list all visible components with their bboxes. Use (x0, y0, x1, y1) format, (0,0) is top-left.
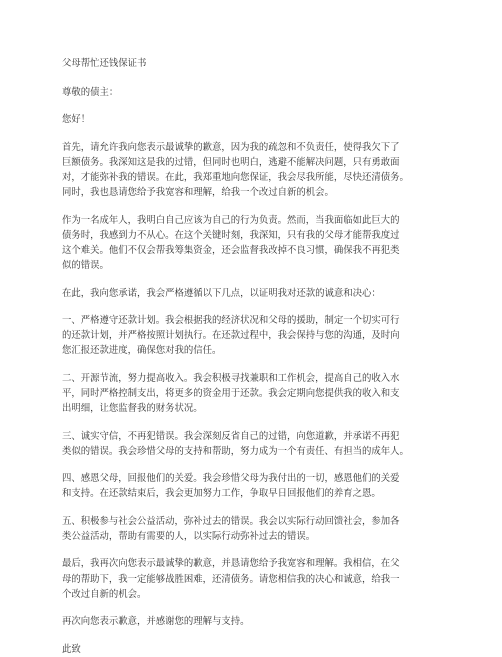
paragraph-line: 对，才能弥补我的错误。在此，我郑重地向您保证，我会尽我所能，尽快还清债务。 (62, 171, 409, 183)
paragraph-line: 类似的错误。我会珍惜父母的支持和帮助，努力成为一个有责任、有担当的成年人。 (62, 445, 409, 457)
paragraph-line: 五、积极参与社会公益活动，弥补过去的错误。我会以实际行动回馈社会，参加各 (62, 515, 400, 527)
paragraph-line: 四、感恩父母，回报他们的关爱。我会珍惜父母为我付出的一切，感恩他们的关爱 (62, 473, 400, 485)
paragraph-line: 个改过自新的机会。 (62, 588, 147, 600)
paragraph-line: 作为一名成年人，我明白自己应该为自己的行为负责。然而，当我面临如此巨大的 (62, 214, 400, 226)
paragraph-line: 此致 (62, 643, 81, 655)
paragraph-line: 这个难关。他们不仅会帮我筹集资金，还会监督我改掉不良习惯，确保我不再犯类 (62, 244, 400, 256)
paragraph (62, 556, 440, 602)
document-page (62, 56, 440, 657)
body-paragraphs (62, 140, 440, 657)
paragraph-line: 似的错误。 (62, 260, 109, 272)
paragraph (62, 286, 440, 301)
paragraph-line: 首先，请允许我向您表示最诚挚的歉意，因为我的疏忽和不负责任，使得我欠下了 (62, 141, 400, 153)
paragraph (62, 471, 440, 501)
paragraph-line: 您汇报还款进度，确保您对我的信任。 (62, 345, 222, 357)
paragraph-line: 类公益活动，帮助有需要的人，以实际行动弥补过去的错误。 (62, 530, 316, 542)
paragraph-line: 二、开源节流，努力提高收入。我会积极寻找兼职和工作机会，提高自己的收入水 (62, 372, 400, 384)
paragraph (62, 371, 440, 417)
paragraph-line: 出明细，让您监督我的财务状况。 (62, 403, 203, 415)
paragraph-line: 和支持。在还款结束后，我会更加努力工作，争取早日回报他们的养育之恩。 (62, 488, 381, 500)
paragraph-line: 巨额债务。我深知这是我的过错，但同时也明白，逃避不能解决问题，只有勇敢面 (62, 156, 400, 168)
paragraph (62, 429, 440, 459)
paragraph (62, 614, 440, 629)
paragraph-line: 的还款计划，并严格按照计划执行。在还款过程中，我会保持与您的沟通，及时向 (62, 330, 400, 342)
greeting: 您好！ (62, 114, 91, 126)
paragraph-line: 再次向您表示歉意，并感谢您的理解与支持。 (62, 616, 250, 628)
document-title: 父母帮忙还钱保证书 (62, 58, 147, 69)
paragraph-line: 同时，我也恳请您给予我宽容和理解，给我一个改过自新的机会。 (62, 187, 334, 199)
paragraph-line: 最后，我再次向您表示最诚挚的歉意，并恳请您给予我宽容和理解。我相信，在父 (62, 558, 400, 570)
paragraph (62, 313, 440, 359)
paragraph (62, 213, 440, 274)
paragraph (62, 642, 440, 657)
paragraph-line: 一、严格遵守还款计划。我会根据我的经济状况和父母的援助，制定一个切实可行 (62, 314, 400, 326)
paragraph-line: 债务时，我感到力不从心。在这个关键时刻，我深知，只有我的父母才能帮我度过 (62, 229, 400, 241)
paragraph-line: 在此，我向您承诺，我会严格遵循以下几点，以证明我对还款的诚意和决心： (62, 287, 381, 299)
paragraph-line: 平，同时严格控制支出，将更多的资金用于还款。我会定期向您提供我的收入和支 (62, 387, 400, 399)
paragraph-line: 三、诚实守信，不再犯错误。我会深刻反省自己的过错，向您道歉，并承诺不再犯 (62, 430, 400, 442)
paragraph (62, 140, 440, 201)
paragraph-line: 母的帮助下，我一定能够战胜困难，还清债务。请您相信我的决心和诚意，给我一 (62, 573, 400, 585)
salutation: 尊敬的债主： (62, 86, 119, 98)
paragraph (62, 514, 440, 544)
